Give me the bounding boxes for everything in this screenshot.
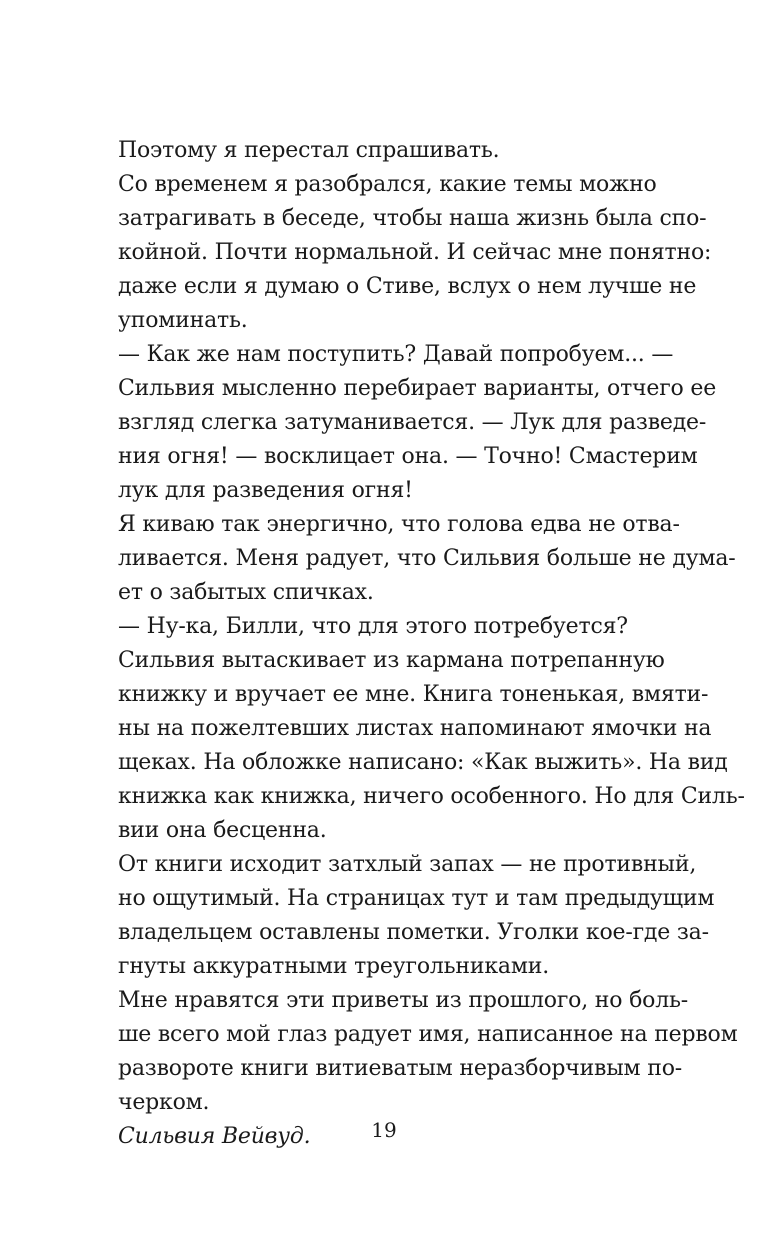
text-line: даже если я думаю о Стиве, вслух о нем лучше не [118,274,697,299]
text-line: ния огня! — восклицает она. — Точно! Смастерим [118,444,698,469]
text-line: черком. [118,1090,210,1115]
text-line: ны на пожелтевших листах напоминают ямочки на [118,716,712,741]
text-line: щеках. На обложке написано: «Как выжить». На вид [118,750,728,775]
text-line: Сильвия вытаскивает из кармана потрепанную [118,648,665,673]
text-line: книжку и вручает ее мне. Книга тоненькая, вмяти- [118,682,709,707]
text-line: От книги исходит затхлый запах — не противный, [118,852,697,877]
text-line: ет о забытых спичках. [118,580,374,605]
text-line: Со временем я разобрался, какие темы можно [118,172,657,197]
text-line: упоминать. [118,308,248,333]
text-line: лук для разведения огня! [118,478,413,503]
text-line: — Как же нам поступить? Давай попробуем... — [118,342,674,367]
text-line: развороте книги витиеватым неразборчивым по- [118,1056,682,1081]
text-line: ливается. Меня радует, что Сильвия больше не дума- [118,546,736,571]
text-line: но ощутимый. На страницах тут и там предыдущим [118,886,715,911]
text-line: книжка как книжка, ничего особенного. Но для Силь- [118,784,745,809]
page-number: 19 [371,1118,397,1142]
text-line: затрагивать в беседе, чтобы наша жизнь была спо- [118,206,707,231]
text-line: ше всего мой глаз радует имя, написанное на первом [118,1022,738,1047]
text-line-italic: Сильвия Вейвуд. [118,1124,311,1149]
text-line: владельцем оставлены пометки. Уголки кое-где за- [118,920,709,945]
text-line: Поэтому я перестал спрашивать. [118,138,500,163]
text-line: — Ну-ка, Билли, что для этого потребуется? [118,614,628,639]
text-line: вии она бесценна. [118,818,327,843]
text-line: Я киваю так энергично, что голова едва не отва- [118,512,680,537]
text-line: Сильвия мысленно перебирает варианты, отчего ее [118,376,717,401]
text-line: койной. Почти нормальной. И сейчас мне понятно: [118,240,712,265]
text-line: гнуты аккуратными треугольниками. [118,954,549,979]
text-line: Мне нравятся эти приветы из прошлого, но боль- [118,988,688,1013]
text-line: взгляд слегка затуманивается. — Лук для разведе- [118,410,707,435]
